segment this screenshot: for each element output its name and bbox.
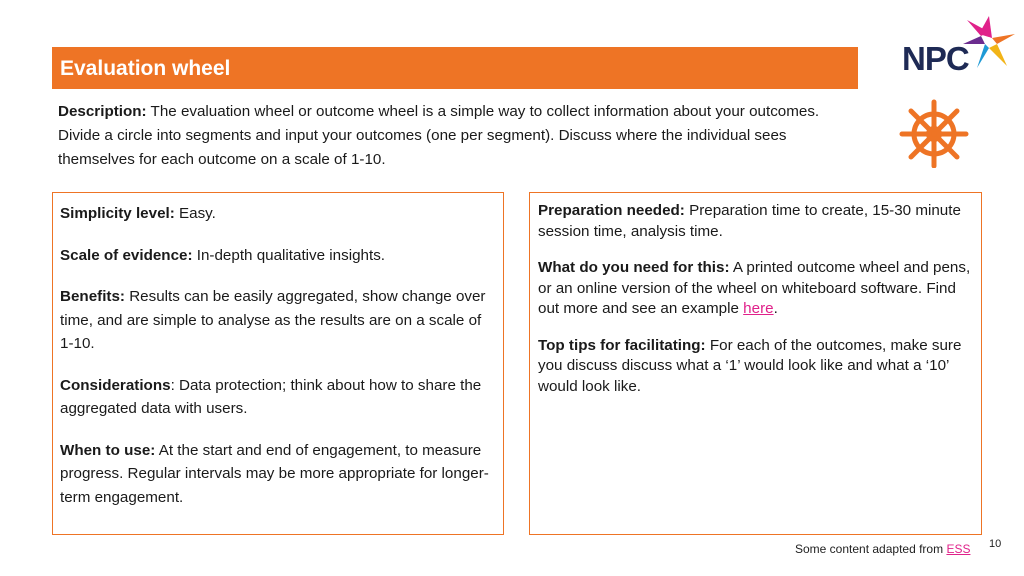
left-info-box: [52, 192, 504, 535]
need-text: A printed outcome wheel and pens, or an online version of the wheel on whiteboard software. Find out more and see an example: [538, 259, 971, 317]
scale-text: In-depth qualitative insights.: [192, 246, 386, 264]
description: [58, 100, 858, 172]
benefits-label: Benefits:: [60, 288, 125, 305]
need-after: .: [773, 300, 778, 317]
top-tips: [538, 336, 974, 398]
footer-text: Some content adapted from: [795, 542, 947, 556]
scale-of-evidence: [60, 244, 496, 268]
tips-text: For each of the outcomes, make sure you discuss discuss what a ‘1’ would look like and what a ‘10’ would look like.: [538, 336, 962, 395]
what-you-need: [538, 258, 974, 320]
when-label: When to use:: [60, 441, 156, 459]
footer-credit: [795, 542, 970, 556]
preparation-text: Preparation time to create, 15-30 minute session time, analysis time.: [538, 202, 961, 240]
considerations-label: Considerations: [60, 376, 171, 394]
ess-link[interactable]: ESS: [946, 542, 971, 556]
page-number: 10: [989, 538, 1002, 550]
benefits: [60, 285, 496, 356]
simplicity-label: Simplicity level:: [60, 205, 175, 222]
preparation-label: Preparation needed:: [538, 202, 685, 219]
preparation-needed: [538, 201, 974, 242]
tips-label: Top tips for facilitating:: [538, 336, 706, 354]
description-text: The evaluation wheel or outcome wheel is a simple way to collect information about your outcomes. Divide a circle into segments and input your outcomes (one per segment). Discuss where the individual sees themselves for each outcome on a scale of 1-10.: [58, 103, 820, 168]
simplicity-text: Easy.: [174, 205, 216, 222]
page-title: Evaluation wheel: [52, 47, 858, 89]
logo-text: NPC: [902, 40, 969, 77]
right-info-box: [529, 192, 982, 535]
when-to-use: [60, 439, 496, 510]
when-text: At the start and end of engagement, to measure progress. Regular intervals may be more appropriate for longer-term engagement.: [60, 441, 489, 506]
considerations: [60, 374, 496, 421]
simplicity-level: [60, 202, 496, 226]
description-label: Description:: [58, 103, 147, 120]
considerations-text: : Data protection; think about how to share the aggregated data with users.: [60, 376, 482, 417]
npc-logo: [902, 14, 1017, 77]
benefits-text: Results can be easily aggregated, show change over time, and are simple to analyse as the results are on a scale of 1-10.: [60, 288, 486, 352]
star-logo-icon: [959, 14, 1017, 70]
need-label: What do you need for this:: [538, 259, 730, 276]
here-link[interactable]: here: [743, 300, 774, 317]
scale-label: Scale of evidence:: [60, 246, 193, 264]
ship-wheel-icon: [899, 98, 969, 168]
